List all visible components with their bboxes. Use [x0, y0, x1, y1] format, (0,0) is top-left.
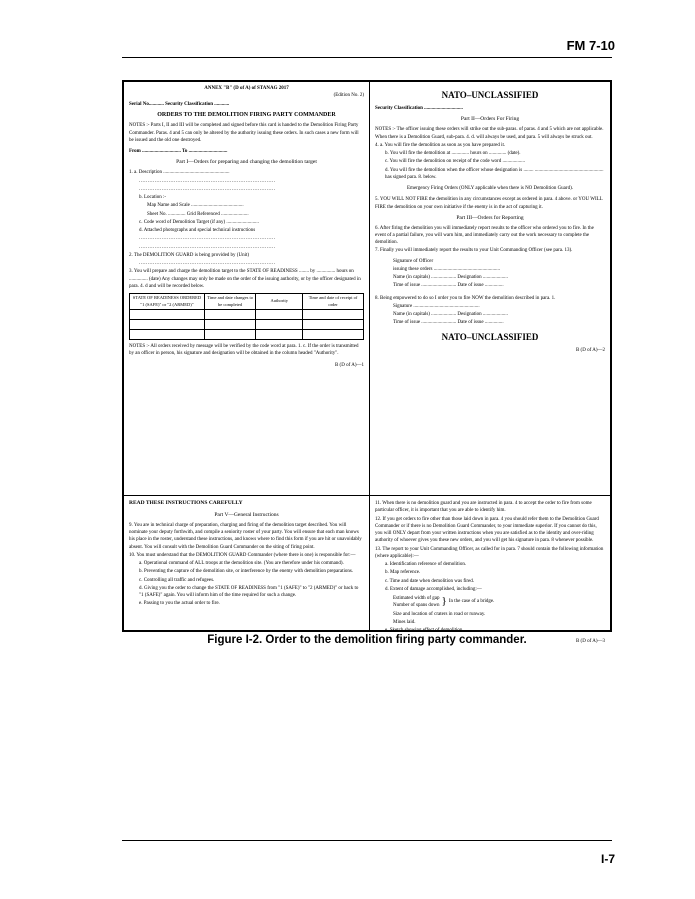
item-1b: b. Location :- — [139, 195, 167, 201]
item-8: 8. Being empowered to do so I order you to fire NOW the demolition described in para. 1. — [375, 295, 556, 301]
time-date-issue: Time of issue ............................ Date of issue ............... — [393, 320, 504, 326]
item-10e: e. Passing to you the actual order to fire. — [139, 601, 220, 607]
read-instructions: READ THESE INSTRUCTIONS CAREFULLY — [129, 500, 243, 506]
table-row — [130, 330, 364, 340]
page-ref: B (D of A)—3 — [575, 638, 605, 644]
dot-line: .............................................................................. — [139, 178, 276, 184]
security-line: Security Classification ............................... — [375, 106, 463, 112]
table-header: Time and date of receipt of order — [303, 294, 364, 310]
readiness-table — [129, 293, 364, 340]
emergency-orders: Emergency Firing Orders (ONLY applicable when there is NO Demolition Guard). — [407, 186, 573, 192]
item-13c: c. Time and date when demolition was fired. — [385, 578, 475, 584]
table-row — [130, 320, 364, 330]
page-ref: B (D of A)—1 — [334, 362, 364, 368]
item-13d: d. Extent of damage accomplished, including:— — [385, 586, 482, 592]
item-4b: b. You will fire the demolition at .............. hours on .............. (date). — [385, 151, 521, 157]
edition: (Edition No. 2) — [333, 93, 364, 99]
figure-caption: Figure I-2. Order to the demolition firing party commander. — [207, 634, 527, 646]
item-13: 13. The report to your Unit Commanding Officer, as called for in para. 7 should contain the following information (where applicable):— — [375, 546, 604, 559]
notes: NOTES :- The officer issuing these orders will strike out the sub-paras. of paras. 4 and 5 which are not applicable. When there is a Demolition Guard, sub-para. 4. d. will always be used, and para. 5 will always be struck out. — [375, 127, 604, 140]
issuing-line: issuing these orders ..................................................... — [393, 266, 500, 272]
gap-width: Estimated width of gap — [393, 595, 440, 601]
mines-laid: Mines laid. — [393, 620, 416, 626]
part5-heading: Part V—General Instructions — [214, 511, 279, 518]
notes-2: NOTES :- All orders received by message will be verified by the code word at para. 1. c. If the order is transmitted by an officer in person, his signature and designation will be obtained in the column headed "Authority". — [129, 344, 359, 357]
dot-line: .............................................................................. — [139, 236, 276, 242]
table-header: Authority — [256, 294, 303, 310]
gap-spans-group — [375, 594, 605, 610]
bridge-note: In the case of a bridge. — [448, 599, 495, 605]
signature-line: Signature ..................................................... — [393, 303, 480, 309]
form-page-1 — [124, 82, 370, 496]
form-page-4 — [370, 496, 610, 644]
time-date-issue: Time of issue ............................ Date of issue ............... — [393, 283, 504, 289]
name-designation: Name (in capitals) .................... Designation .................... — [393, 312, 508, 318]
item-10b: b. Preventing the capture of the demolition site, or interference by the enemy with demolition preparations. — [139, 569, 354, 575]
classification-heading: NATO–UNCLASSIFIED — [441, 331, 539, 342]
annex-title: ANNEX "B" (D of A) of STANAG 2017 — [204, 86, 289, 91]
serial-line: Serial No............ Security Classification ............ — [129, 101, 230, 107]
item-13a: a. Identification reference of demolition. — [385, 562, 467, 567]
part1-heading: Part I—Orders for preparing and changing the demolition target — [176, 159, 317, 166]
part2-heading: Part II—Orders For Firing — [460, 116, 520, 123]
brace-icon: } — [441, 595, 447, 607]
item-11: 11. When there is no demolition guard and you are instructed in para. 4 to accept the order to fire from some particular officer, it is important that you are able to identify him. — [375, 501, 592, 514]
item-4a: 4. a. You will fire the demolition as soon as you have prepared it. — [375, 142, 506, 148]
item-4c: c. You will fire the demolition on receipt of the code word .................. — [385, 159, 525, 165]
notes: NOTES :- Parts I, II and III will be completed and signed before this card is handed to the Demolition Firing Party Commander. Paras. 4 and 5 can only be altered by the authority issuing these orders. In such cases a new form will be issued and the old one destroyed. — [129, 123, 359, 143]
item-7: 7. Finally you will immediately report the results to your Unit Commanding Officer (see para. 13). — [375, 248, 573, 254]
item-6: 6. After firing the demolition you will immediately report results to the officer who ordered you to fire. In the event of a partial failure, you will warn him, and immediately carry out the work necessary to complete the demolition. — [375, 225, 594, 246]
form-title: ORDERS TO THE DEMOLITION FIRING PARTY COMMANDER — [157, 111, 336, 118]
item-3: 3. You will prepare and charge the demolition target to the STATE OF READINESS ........ by ............... hours on ............... (date) Any changes may only be made on the order of the issuing authority, or by the officer designated in para. 4. d and will be recorded below. — [129, 269, 361, 289]
item-10c: c. Controlling all traffic and refugees. — [139, 577, 215, 583]
from-to-line: From ............................... To ............................... — [129, 149, 228, 155]
footer-rule — [122, 840, 612, 841]
sheet-grid: Sheet No. .............. Grid Referenced ...................... — [147, 211, 249, 217]
header-rule — [122, 57, 612, 58]
craters: Size and location of craters in road or runway. — [393, 611, 486, 617]
dot-line: .............................................................................. — [139, 244, 276, 250]
dot-line: .............................................................................. — [139, 261, 276, 267]
table-header: STATE OF READINESS ORDERED "1 (SAFE)" or "2 (ARMED)" — [130, 294, 205, 310]
name-designation: Name (in capitals) .................... Designation .................... — [393, 275, 508, 281]
item-13e: e. Sketch showing effect of demolition. — [385, 628, 464, 634]
item-10: 10. You must understand that the DEMOLITION GUARD Commander (where there is one) is responsible for:— — [129, 552, 356, 558]
page-header: FM 7-10 — [566, 38, 615, 53]
form-page-3 — [124, 496, 370, 630]
dot-line: .............................................................................. — [139, 186, 276, 192]
table-header-row — [130, 294, 364, 310]
signature-officer: Signature of Officer — [393, 258, 434, 264]
table-header: Time and date changes to be completed — [204, 294, 255, 310]
page-ref: B (D of A)—2 — [575, 347, 605, 353]
item-5: 5. YOU WILL NOT FIRE the demolition in any circumstances except as ordered in para. 4 above. or YOU WILL FIRE the demolition on your own initiative if the enemy is in the act of capturing it. — [375, 197, 603, 210]
form-page-2 — [370, 82, 610, 496]
table-row — [130, 310, 364, 320]
item-2: 2. The DEMOLITION GUARD is being provided by (Unit) — [129, 252, 250, 258]
item-10a: a. Operational command of ALL troops at the demolition site. (You are therefore under his command). — [139, 561, 344, 567]
page-number: I-7 — [600, 852, 615, 866]
part3-heading: Part III—Orders for Reporting — [456, 214, 524, 221]
item-1a: 1. a. Description ..................................................... — [129, 170, 230, 176]
map-name: Map Name and Scale .......................................... — [147, 203, 244, 209]
item-1d: d. Attached photographs and special technical instructions — [139, 228, 256, 234]
item-4d: d. You will fire the demolition when the officer whose designation is ........ ....................................................... has signed para. 8. below. — [385, 167, 604, 180]
item-9: 9. You are in technical charge of preparation, charging and firing of the demolition target described. You will nominate your deputy forthwith, and compile a seniority roster of your party. You will ensure that each man knows his place in the roster, understand these instructions, and knows where to find this form if you are hit or unavoidably absent. You will consult with the Demolition Guard Commander on the siting of firing point. — [129, 522, 362, 550]
item-12: 12. If you get orders to fire other than those laid down in para. 4 you should refer them to the Demolition Guard Commander or if there is no Demolition Guard Commander, to your immediate superior. If you cannot do this, you will ONLY depart from your written instructions when you are satisfied as to the identity and over-riding authority of whoever gives you these new orders, and you will get his signature in para. 8 whenever possible. — [375, 516, 599, 544]
item-10d: d. Giving you the order to change the STATE OF READINESS from "1 (SAFE)" to "2 (ARMED)" or back to "1 (SAFE)" again. You will inform him of the time required for such a change. — [139, 585, 359, 599]
classification-heading: NATO–UNCLASSIFIED — [441, 90, 539, 100]
spans-down: Number of spans down — [393, 602, 440, 608]
item-1c: c. Code word of Demolition Target (if any) .......................... — [139, 219, 259, 225]
item-13b: b. Map reference. — [385, 570, 421, 576]
